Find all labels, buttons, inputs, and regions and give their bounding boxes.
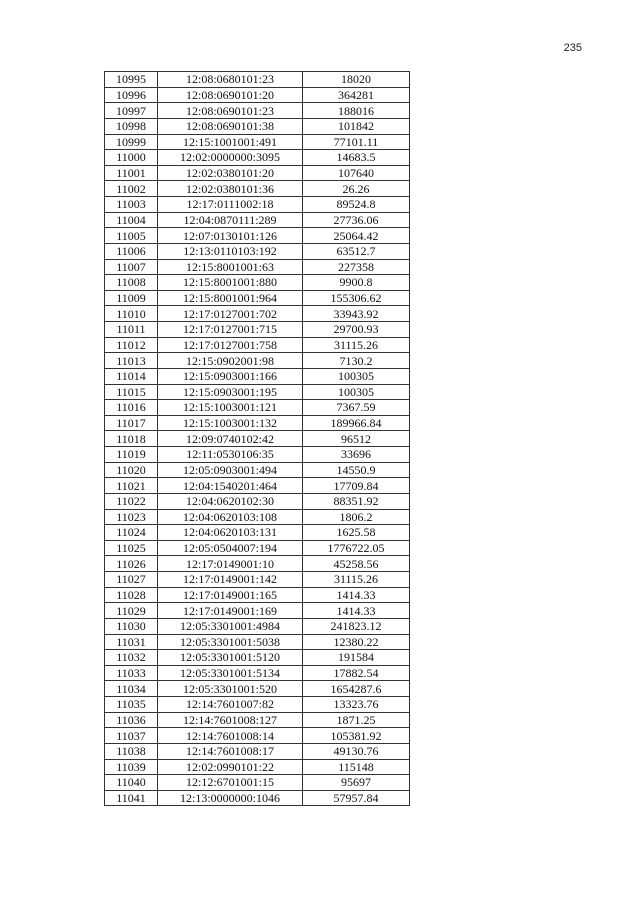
row-number-cell: 11039 bbox=[105, 759, 158, 775]
table-row bbox=[105, 118, 410, 134]
cadastral-number-cell: 12:15:1003001:132 bbox=[158, 415, 303, 431]
value-cell: 57957.84 bbox=[303, 790, 410, 806]
cadastral-number-cell: 12:17:0111002:18 bbox=[158, 197, 303, 213]
cadastral-number-cell: 12:08:0690101:38 bbox=[158, 118, 303, 134]
value-cell: 14550.9 bbox=[303, 462, 410, 478]
cadastral-number-cell: 12:15:8001001:964 bbox=[158, 290, 303, 306]
cadastral-number-cell: 12:02:0990101:22 bbox=[158, 759, 303, 775]
value-cell: 7367.59 bbox=[303, 400, 410, 416]
table-row bbox=[105, 665, 410, 681]
row-number-cell: 11022 bbox=[105, 493, 158, 509]
cadastral-number-cell: 12:15:8001001:880 bbox=[158, 275, 303, 291]
cadastral-number-cell: 12:17:0127001:758 bbox=[158, 337, 303, 353]
table-row bbox=[105, 681, 410, 697]
table-row bbox=[105, 181, 410, 197]
value-cell: 1776722.05 bbox=[303, 540, 410, 556]
value-cell: 191584 bbox=[303, 650, 410, 666]
table-row bbox=[105, 634, 410, 650]
value-cell: 29700.93 bbox=[303, 322, 410, 338]
table-row bbox=[105, 556, 410, 572]
table-row bbox=[105, 337, 410, 353]
data-table bbox=[104, 71, 410, 806]
cadastral-number-cell: 12:14:7601007:82 bbox=[158, 697, 303, 713]
value-cell: 227358 bbox=[303, 259, 410, 275]
row-number-cell: 11014 bbox=[105, 368, 158, 384]
row-number-cell: 11000 bbox=[105, 150, 158, 166]
table-row bbox=[105, 572, 410, 588]
table-row bbox=[105, 197, 410, 213]
row-number-cell: 11029 bbox=[105, 603, 158, 619]
value-cell: 101842 bbox=[303, 118, 410, 134]
value-cell: 95697 bbox=[303, 775, 410, 791]
page-number: 235 bbox=[563, 42, 582, 54]
cadastral-number-cell: 12:07:0130101:126 bbox=[158, 228, 303, 244]
table-row bbox=[105, 368, 410, 384]
row-number-cell: 11027 bbox=[105, 572, 158, 588]
value-cell: 1806.2 bbox=[303, 509, 410, 525]
row-number-cell: 11015 bbox=[105, 384, 158, 400]
row-number-cell: 11041 bbox=[105, 790, 158, 806]
cadastral-number-cell: 12:04:0620103:131 bbox=[158, 525, 303, 541]
table-row bbox=[105, 165, 410, 181]
value-cell: 100305 bbox=[303, 384, 410, 400]
table-row bbox=[105, 353, 410, 369]
row-number-cell: 11030 bbox=[105, 618, 158, 634]
value-cell: 9900.8 bbox=[303, 275, 410, 291]
table-row bbox=[105, 775, 410, 791]
table-row bbox=[105, 384, 410, 400]
table-row bbox=[105, 72, 410, 88]
value-cell: 89524.8 bbox=[303, 197, 410, 213]
value-cell: 1414.33 bbox=[303, 603, 410, 619]
row-number-cell: 10999 bbox=[105, 134, 158, 150]
table-row bbox=[105, 728, 410, 744]
table-row bbox=[105, 87, 410, 103]
row-number-cell: 11001 bbox=[105, 165, 158, 181]
table-row bbox=[105, 400, 410, 416]
value-cell: 26.26 bbox=[303, 181, 410, 197]
value-cell: 7130.2 bbox=[303, 353, 410, 369]
cadastral-number-cell: 12:14:7601008:17 bbox=[158, 743, 303, 759]
value-cell: 33696 bbox=[303, 447, 410, 463]
row-number-cell: 11006 bbox=[105, 243, 158, 259]
cadastral-number-cell: 12:08:0690101:20 bbox=[158, 87, 303, 103]
cadastral-number-cell: 12:14:7601008:14 bbox=[158, 728, 303, 744]
cadastral-number-cell: 12:05:3301001:4984 bbox=[158, 618, 303, 634]
row-number-cell: 11025 bbox=[105, 540, 158, 556]
cadastral-number-cell: 12:15:1003001:121 bbox=[158, 400, 303, 416]
row-number-cell: 11013 bbox=[105, 353, 158, 369]
cadastral-number-cell: 12:04:1540201:464 bbox=[158, 478, 303, 494]
cadastral-number-cell: 12:02:0380101:20 bbox=[158, 165, 303, 181]
cadastral-number-cell: 12:17:0127001:702 bbox=[158, 306, 303, 322]
cadastral-number-cell: 12:02:0000000:3095 bbox=[158, 150, 303, 166]
row-number-cell: 10998 bbox=[105, 118, 158, 134]
row-number-cell: 11003 bbox=[105, 197, 158, 213]
value-cell: 1414.33 bbox=[303, 587, 410, 603]
row-number-cell: 10997 bbox=[105, 103, 158, 119]
cadastral-number-cell: 12:04:0620102:30 bbox=[158, 493, 303, 509]
table-row bbox=[105, 618, 410, 634]
cadastral-number-cell: 12:15:8001001:63 bbox=[158, 259, 303, 275]
cadastral-number-cell: 12:17:0127001:715 bbox=[158, 322, 303, 338]
value-cell: 115148 bbox=[303, 759, 410, 775]
cadastral-number-cell: 12:12:6701001:15 bbox=[158, 775, 303, 791]
row-number-cell: 11023 bbox=[105, 509, 158, 525]
value-cell: 27736.06 bbox=[303, 212, 410, 228]
value-cell: 189966.84 bbox=[303, 415, 410, 431]
value-cell: 31115.26 bbox=[303, 337, 410, 353]
table-row bbox=[105, 243, 410, 259]
table-row bbox=[105, 540, 410, 556]
value-cell: 107640 bbox=[303, 165, 410, 181]
value-cell: 14683.5 bbox=[303, 150, 410, 166]
table-row bbox=[105, 525, 410, 541]
row-number-cell: 11002 bbox=[105, 181, 158, 197]
value-cell: 18020 bbox=[303, 72, 410, 88]
table-row bbox=[105, 415, 410, 431]
table-row bbox=[105, 603, 410, 619]
value-cell: 31115.26 bbox=[303, 572, 410, 588]
value-cell: 105381.92 bbox=[303, 728, 410, 744]
row-number-cell: 11011 bbox=[105, 322, 158, 338]
cadastral-number-cell: 12:08:0680101:23 bbox=[158, 72, 303, 88]
cadastral-number-cell: 12:17:0149001:142 bbox=[158, 572, 303, 588]
cadastral-number-cell: 12:05:3301001:5134 bbox=[158, 665, 303, 681]
value-cell: 12380.22 bbox=[303, 634, 410, 650]
table-row bbox=[105, 322, 410, 338]
table-row bbox=[105, 509, 410, 525]
table-row bbox=[105, 259, 410, 275]
value-cell: 17709.84 bbox=[303, 478, 410, 494]
table-row bbox=[105, 759, 410, 775]
row-number-cell: 11028 bbox=[105, 587, 158, 603]
cadastral-number-cell: 12:02:0380101:36 bbox=[158, 181, 303, 197]
table-row bbox=[105, 743, 410, 759]
cadastral-number-cell: 12:17:0149001:10 bbox=[158, 556, 303, 572]
cadastral-number-cell: 12:13:0000000:1046 bbox=[158, 790, 303, 806]
table-body bbox=[105, 72, 410, 806]
table-row bbox=[105, 431, 410, 447]
row-number-cell: 10996 bbox=[105, 87, 158, 103]
value-cell: 241823.12 bbox=[303, 618, 410, 634]
table-row bbox=[105, 493, 410, 509]
row-number-cell: 11036 bbox=[105, 712, 158, 728]
value-cell: 1871.25 bbox=[303, 712, 410, 728]
table-row bbox=[105, 103, 410, 119]
row-number-cell: 11017 bbox=[105, 415, 158, 431]
row-number-cell: 11004 bbox=[105, 212, 158, 228]
value-cell: 1625.58 bbox=[303, 525, 410, 541]
table-row bbox=[105, 478, 410, 494]
cadastral-number-cell: 12:15:0903001:195 bbox=[158, 384, 303, 400]
value-cell: 33943.92 bbox=[303, 306, 410, 322]
table-row bbox=[105, 587, 410, 603]
value-cell: 188016 bbox=[303, 103, 410, 119]
row-number-cell: 11021 bbox=[105, 478, 158, 494]
cadastral-number-cell: 12:17:0149001:169 bbox=[158, 603, 303, 619]
table-row bbox=[105, 134, 410, 150]
table-row bbox=[105, 790, 410, 806]
cadastral-number-cell: 12:04:0620103:108 bbox=[158, 509, 303, 525]
table-row bbox=[105, 697, 410, 713]
table-row bbox=[105, 650, 410, 666]
row-number-cell: 11020 bbox=[105, 462, 158, 478]
row-number-cell: 11031 bbox=[105, 634, 158, 650]
row-number-cell: 11008 bbox=[105, 275, 158, 291]
value-cell: 100305 bbox=[303, 368, 410, 384]
row-number-cell: 11034 bbox=[105, 681, 158, 697]
row-number-cell: 11038 bbox=[105, 743, 158, 759]
cadastral-number-cell: 12:15:0903001:166 bbox=[158, 368, 303, 384]
cadastral-number-cell: 12:05:0504007:194 bbox=[158, 540, 303, 556]
table-row bbox=[105, 150, 410, 166]
table-row bbox=[105, 290, 410, 306]
cadastral-number-cell: 12:14:7601008:127 bbox=[158, 712, 303, 728]
row-number-cell: 11010 bbox=[105, 306, 158, 322]
value-cell: 88351.92 bbox=[303, 493, 410, 509]
value-cell: 96512 bbox=[303, 431, 410, 447]
cadastral-number-cell: 12:13:0110103:192 bbox=[158, 243, 303, 259]
row-number-cell: 11040 bbox=[105, 775, 158, 791]
table-row bbox=[105, 275, 410, 291]
cadastral-number-cell: 12:15:1001001:491 bbox=[158, 134, 303, 150]
row-number-cell: 11033 bbox=[105, 665, 158, 681]
row-number-cell: 11007 bbox=[105, 259, 158, 275]
row-number-cell: 11037 bbox=[105, 728, 158, 744]
cadastral-number-cell: 12:15:0902001:98 bbox=[158, 353, 303, 369]
value-cell: 49130.76 bbox=[303, 743, 410, 759]
value-cell: 77101.11 bbox=[303, 134, 410, 150]
table-row bbox=[105, 462, 410, 478]
value-cell: 17882.54 bbox=[303, 665, 410, 681]
cadastral-number-cell: 12:05:3301001:520 bbox=[158, 681, 303, 697]
value-cell: 364281 bbox=[303, 87, 410, 103]
cadastral-number-cell: 12:17:0149001:165 bbox=[158, 587, 303, 603]
value-cell: 63512.7 bbox=[303, 243, 410, 259]
cadastral-number-cell: 12:08:0690101:23 bbox=[158, 103, 303, 119]
value-cell: 25064.42 bbox=[303, 228, 410, 244]
row-number-cell: 11032 bbox=[105, 650, 158, 666]
cadastral-number-cell: 12:09:0740102:42 bbox=[158, 431, 303, 447]
row-number-cell: 11035 bbox=[105, 697, 158, 713]
row-number-cell: 11016 bbox=[105, 400, 158, 416]
row-number-cell: 11019 bbox=[105, 447, 158, 463]
table-row bbox=[105, 447, 410, 463]
row-number-cell: 11009 bbox=[105, 290, 158, 306]
row-number-cell: 11024 bbox=[105, 525, 158, 541]
table-row bbox=[105, 712, 410, 728]
cadastral-number-cell: 12:05:3301001:5038 bbox=[158, 634, 303, 650]
cadastral-number-cell: 12:05:0903001:494 bbox=[158, 462, 303, 478]
table-row bbox=[105, 306, 410, 322]
cadastral-number-cell: 12:05:3301001:5120 bbox=[158, 650, 303, 666]
cadastral-number-cell: 12:04:0870111:289 bbox=[158, 212, 303, 228]
table-row bbox=[105, 212, 410, 228]
value-cell: 45258.56 bbox=[303, 556, 410, 572]
row-number-cell: 11026 bbox=[105, 556, 158, 572]
row-number-cell: 11018 bbox=[105, 431, 158, 447]
cadastral-number-cell: 12:11:0530106:35 bbox=[158, 447, 303, 463]
value-cell: 13323.76 bbox=[303, 697, 410, 713]
row-number-cell: 10995 bbox=[105, 72, 158, 88]
value-cell: 155306.62 bbox=[303, 290, 410, 306]
row-number-cell: 11005 bbox=[105, 228, 158, 244]
value-cell: 1654287.6 bbox=[303, 681, 410, 697]
table-row bbox=[105, 228, 410, 244]
row-number-cell: 11012 bbox=[105, 337, 158, 353]
